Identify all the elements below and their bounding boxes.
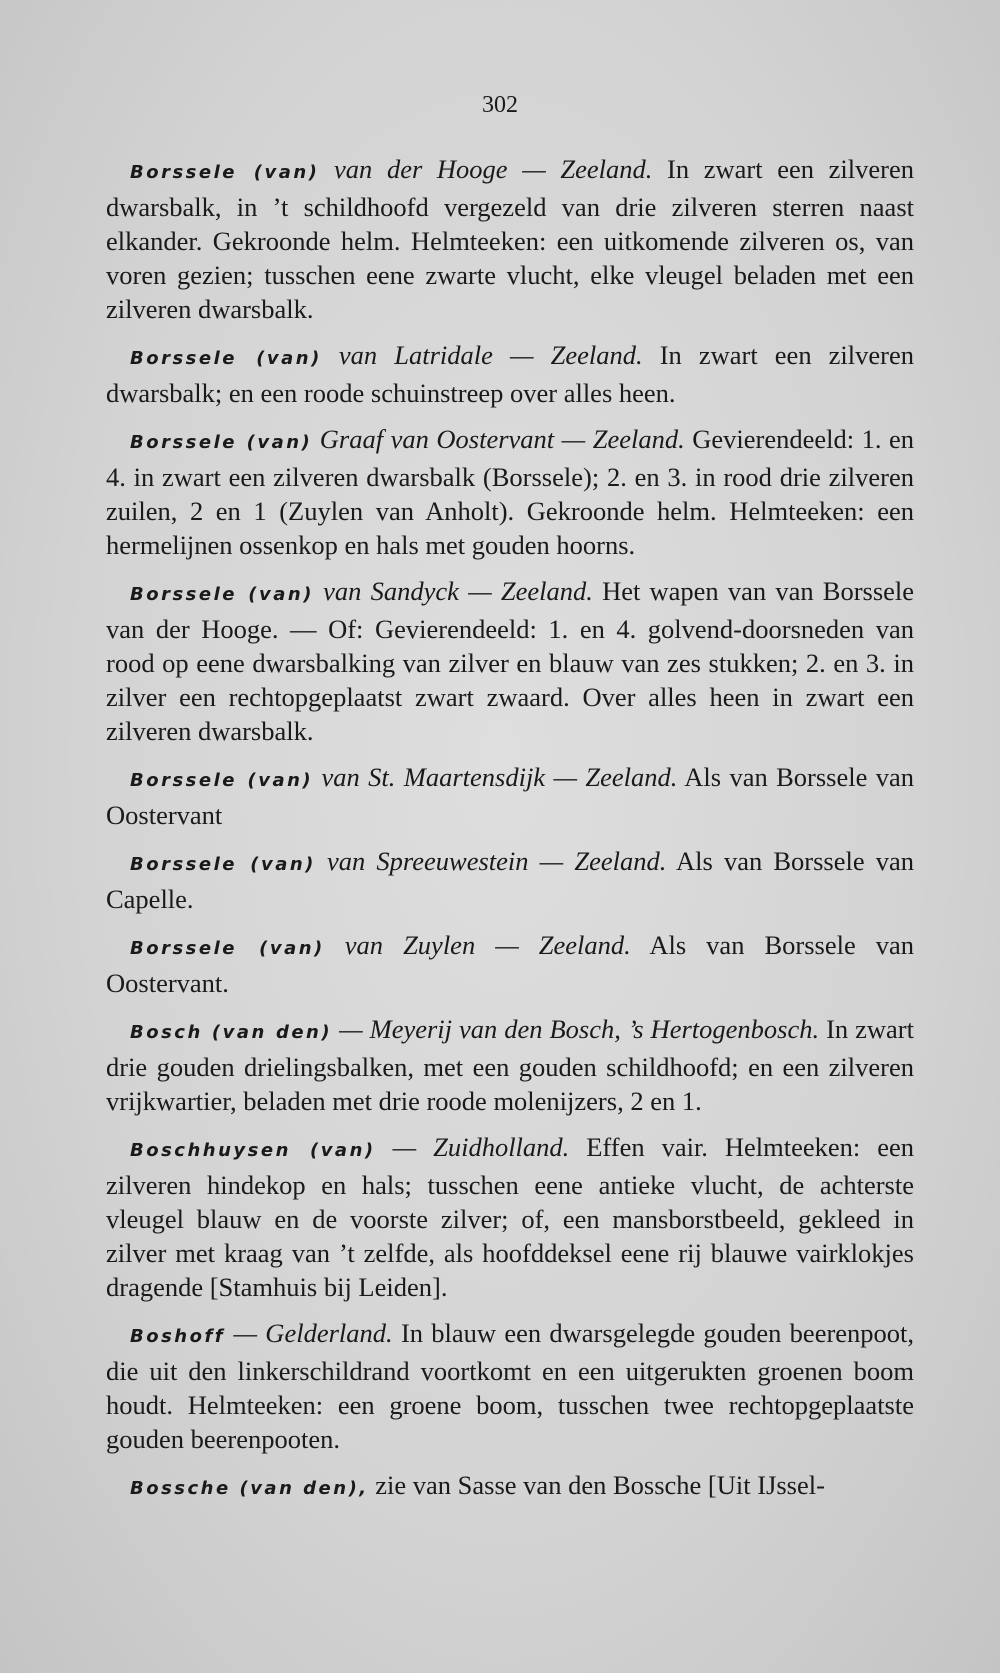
entry-11 xyxy=(106,1468,914,1506)
entry-head: Boshoff xyxy=(130,1326,226,1347)
entry-head: Boschhuysen (van) xyxy=(130,1140,376,1161)
entry-text: Het wapen van van Borssele van der Hooge. — Of: Gevierendeeld: 1. en 4. golvend-doorsneden van rood op eene dwarsbalking van zilver en blauw van zes stukken; 2. en 3. in zilver een rechtopgeplaatst zwart zwaard. Over alles heen in zwart een zilveren dwarsbalk. xyxy=(106,576,915,746)
entry-head: Borssele (van) xyxy=(130,432,313,453)
entry-2 xyxy=(106,338,914,410)
entry-subtitle: — Zuidholland. xyxy=(392,1132,570,1162)
entry-subtitle: zie van Sasse van den Bossche xyxy=(375,1470,702,1500)
body-text xyxy=(106,152,914,1518)
entry-4 xyxy=(106,574,914,748)
entry-text: [Uit IJssel- xyxy=(707,1470,825,1500)
entry-6 xyxy=(106,844,914,916)
entry-subtitle: van Latridale — Zeeland. xyxy=(338,340,643,370)
entry-5 xyxy=(106,760,914,832)
entry-text: In zwart een zilveren dwarsbalk; en een roode schuinstreep over alles heen. xyxy=(106,340,914,408)
entry-10 xyxy=(106,1316,914,1456)
entry-text: In zwart drie gouden drielingsbalken, met een gouden schildhoofd; en een zilveren vrijkwartier, beladen met drie roode molenijzers, 2 en 1. xyxy=(106,1014,914,1116)
entry-text: Effen vair. Helmteeken: een zilveren hindekop en hals; tusschen eene antieke vlucht, de achterste vleugel blauw en de voorste zilver; of, een mansborstbeeld, gekleed in zilver met kraag van ’t zelfde, als hoofddeksel eene rij blauwe vairklokjes dragende [Stamhuis bij Leiden]. xyxy=(106,1132,914,1302)
entry-text: Als van Borssele van Capelle. xyxy=(106,846,915,914)
entry-subtitle: — Meyerij van den Bosch, ’s Hertogenbosch. xyxy=(339,1014,820,1044)
entry-1 xyxy=(106,152,914,326)
entry-8 xyxy=(106,1012,914,1118)
entry-3 xyxy=(106,422,914,562)
entry-head: Borssele (van) xyxy=(130,854,316,875)
entry-head: Borssele (van) xyxy=(130,584,314,605)
entry-subtitle: Graaf van Oostervant — Zeeland. xyxy=(319,424,685,454)
entry-head: Borssele (van) xyxy=(130,770,314,791)
entry-subtitle: van Spreeuwestein — Zeeland. xyxy=(327,846,667,876)
entry-subtitle: van der Hooge — Zeeland. xyxy=(334,154,653,184)
entry-text: In zwart een zilveren dwarsbalk, in ’t schildhoofd vergezeld van drie zilveren sterren naast elkander. Gekroonde helm. Helmteeken: een uitkomende zilveren os, van voren gezien; tusschen eene zwarte vlucht, elke vleugel beladen met een zilveren dwarsbalk. xyxy=(106,154,914,324)
entry-9 xyxy=(106,1130,914,1304)
entry-head: Bosch (van den) xyxy=(130,1022,333,1043)
entry-head: Borssele (van) xyxy=(130,162,320,183)
entry-head: Borssele (van) xyxy=(130,938,325,959)
entry-subtitle: van Zuylen — Zeeland. xyxy=(344,930,631,960)
entry-head: Borssele (van) xyxy=(130,348,322,369)
entry-subtitle: van Sandyck — Zeeland. xyxy=(323,576,593,606)
page-number: 302 xyxy=(482,92,518,118)
entry-text: In blauw een dwarsgelegde gouden beerenpoot, die uit den linkerschildrand voortkomt en een uitgerukten groenen boom houdt. Helmteeken: een groene boom, tusschen twee rechtopgeplaatste gouden beerenpooten. xyxy=(106,1318,915,1454)
entry-subtitle: — Gelderland. xyxy=(233,1318,393,1348)
entry-subtitle: van St. Maartensdijk — Zeeland. xyxy=(321,762,678,792)
entry-head: Bossche (van den), xyxy=(130,1478,369,1499)
entry-text: Als van Borssele van Oostervant. xyxy=(106,930,914,998)
entry-text: Gevierendeeld: 1. en 4. in zwart een zilveren dwarsbalk (Borssele); 2. en 3. in rood drie zilveren zuilen, 2 en 1 (Zuylen van Anholt). Gekroonde helm. Helmteeken: een hermelijnen ossenkop en hals met gouden hoorns. xyxy=(106,424,915,560)
entry-text: Als van Borssele van Oostervant xyxy=(106,762,915,830)
entry-7 xyxy=(106,928,914,1000)
